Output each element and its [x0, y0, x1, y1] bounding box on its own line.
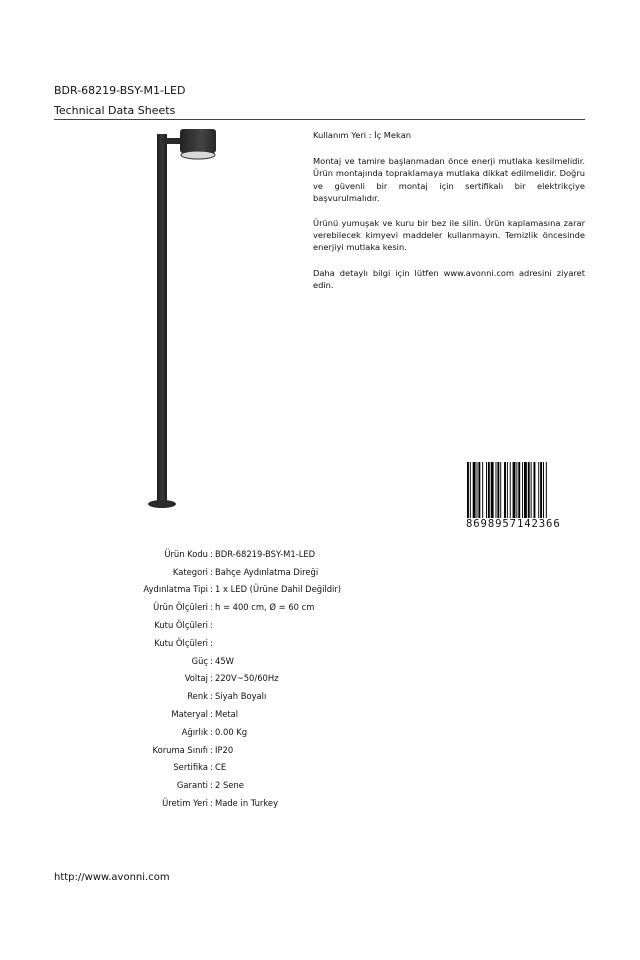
- spec-row: [100, 652, 341, 670]
- spec-row: [100, 598, 341, 616]
- spec-label: Aydınlatma Tipi: [143, 584, 208, 595]
- spec-row: [100, 687, 341, 705]
- spec-separator: :: [210, 780, 213, 791]
- spec-separator: :: [210, 602, 213, 613]
- spec-value: 45W: [215, 655, 234, 666]
- spec-row: [100, 759, 341, 777]
- spec-separator: :: [210, 637, 213, 648]
- spec-label: Kutu Ölçüleri: [154, 620, 208, 631]
- spec-table: [100, 545, 341, 812]
- document-subtitle: Technical Data Sheets: [54, 104, 176, 117]
- cleaning-paragraph: Ürünü yumuşak ve kuru bir bez ile silin. Ürün kaplamasına zarar verebilecek kimyevi maddeler kullanmayın. Temizlik öncesinde enerjiyi mutlaka kesin.: [313, 218, 585, 253]
- spec-value: Bahçe Aydınlatma Direği: [215, 566, 319, 577]
- spec-row: [100, 776, 341, 794]
- garden-pole-lamp-icon: [140, 126, 230, 511]
- spec-label: Kutu Ölçüleri: [154, 637, 208, 648]
- footer-website-link[interactable]: http://www.avonni.com: [54, 872, 170, 883]
- spec-row: [100, 723, 341, 741]
- more-info-paragraph: Daha detaylı bilgi için lütfen www.avonni.com adresini ziyaret edin.: [313, 267, 585, 290]
- spec-value: h = 400 cm, Ø = 60 cm: [215, 602, 315, 613]
- spec-separator: :: [210, 798, 213, 809]
- spec-value: CE: [215, 762, 227, 773]
- spec-row: [100, 705, 341, 723]
- spec-label: Ağırlık: [181, 726, 208, 737]
- spec-separator: :: [210, 744, 213, 755]
- spec-separator: :: [210, 566, 213, 577]
- spec-separator: :: [210, 655, 213, 666]
- spec-label: Kategori: [172, 566, 208, 577]
- spec-label: Ürün Kodu: [164, 548, 208, 559]
- barcode-number: 8698957142366: [466, 518, 561, 530]
- spec-label: Renk: [187, 691, 208, 702]
- spec-separator: :: [210, 709, 213, 720]
- spec-label: Garanti: [176, 780, 208, 791]
- spec-separator: :: [210, 762, 213, 773]
- spec-value: Siyah Boyalı: [215, 691, 267, 702]
- safety-paragraph: Montaj ve tamire başlanmadan önce enerji mutlaka kesilmelidir. Ürün montajında topraklamaya mutlaka dikkat edilmelidir. Doğru ve güvenli bir montaj için sertifikalı bir elektrikçiye başvurulmalıdır.: [313, 156, 585, 203]
- spec-row: [100, 616, 341, 634]
- spec-row: [100, 545, 341, 563]
- spec-value: 2 Sene: [215, 780, 244, 791]
- spec-label: Voltaj: [184, 673, 208, 684]
- spec-value: BDR-68219-BSY-M1-LED: [215, 548, 316, 559]
- barcode-bars-icon: [466, 462, 584, 518]
- spec-separator: :: [210, 726, 213, 737]
- spec-label: Materyal: [171, 709, 208, 720]
- spec-row: [100, 563, 341, 581]
- spec-label: Sertifika: [173, 762, 208, 773]
- product-code-heading: BDR-68219-BSY-M1-LED: [54, 84, 186, 97]
- spec-value: Metal: [215, 709, 239, 720]
- spec-value: IP20: [215, 744, 234, 755]
- spec-row: [100, 634, 341, 652]
- spec-row: [100, 741, 341, 759]
- spec-label: Ürün Ölçüleri: [153, 602, 208, 613]
- usage-instructions: [313, 129, 585, 304]
- barcode: [466, 462, 584, 530]
- usage-location: Kullanım Yeri : İç Mekan: [313, 130, 412, 140]
- spec-row: [100, 670, 341, 688]
- spec-row: [100, 794, 341, 812]
- spec-label: Üretim Yeri: [162, 798, 208, 809]
- spec-row: [100, 581, 341, 599]
- spec-separator: :: [210, 691, 213, 702]
- header-divider: [54, 119, 585, 120]
- spec-label: Koruma Sınıfı: [152, 744, 208, 755]
- spec-value: 220V~50/60Hz: [215, 673, 279, 684]
- spec-separator: :: [210, 548, 213, 559]
- spec-value: 1 x LED (Ürüne Dahil Değildir): [215, 584, 342, 595]
- spec-value: 0.00 Kg: [215, 726, 248, 737]
- spec-value: Made in Turkey: [215, 798, 279, 809]
- spec-separator: :: [210, 584, 213, 595]
- spec-separator: :: [210, 620, 213, 631]
- spec-separator: :: [210, 673, 213, 684]
- spec-label: Güç: [191, 655, 208, 666]
